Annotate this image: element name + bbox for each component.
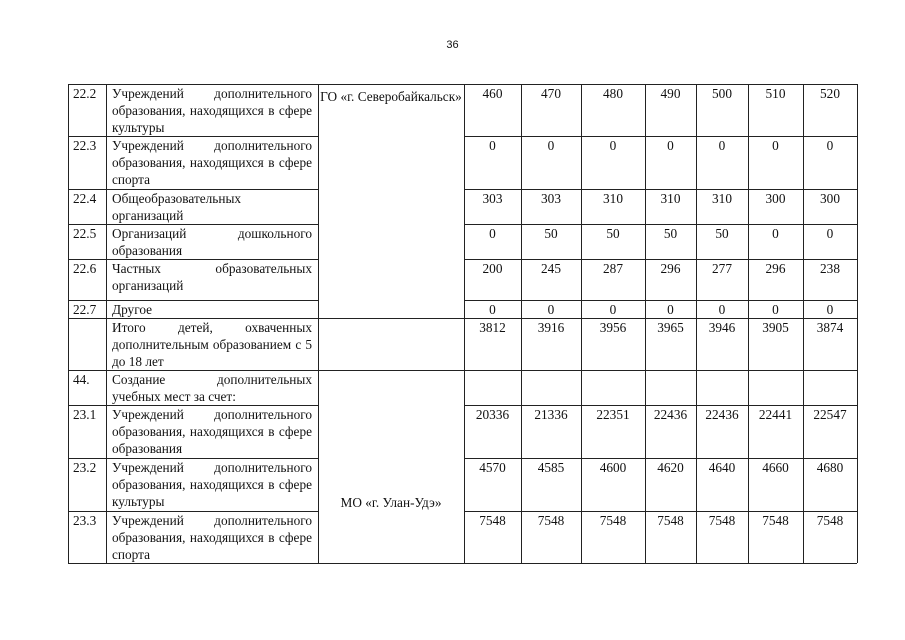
value-cell: 3965: [657, 320, 684, 335]
row-description: Учреждений дополнительного образования, находящихся в сфере образования: [112, 407, 312, 456]
value-cell: 3946: [708, 320, 736, 335]
value-cell: 300: [765, 191, 786, 206]
row-description: Учреждений дополнительного образования, находящихся в сфере спорта: [112, 513, 312, 562]
value-cell: 310: [603, 191, 623, 206]
row-description: Учреждений дополнительного образования, находящихся в сфере культуры: [112, 86, 312, 135]
value-cell: 296: [765, 261, 786, 276]
value-cell: 7548: [657, 513, 684, 528]
value-cell: 238: [820, 261, 840, 276]
value-cell: 310: [660, 191, 681, 206]
row-code: 22.7: [73, 302, 97, 317]
value-cell: 303: [541, 191, 561, 206]
value-cell: [464, 370, 521, 405]
value-cell: 0: [772, 226, 779, 241]
value-cell: 3812: [479, 320, 506, 335]
value-cell: 3916: [537, 320, 565, 335]
value-cell: 7548: [708, 513, 736, 528]
row-description: Другое: [112, 302, 153, 317]
row-description: Создание дополнительных учебных мест за счет:: [112, 372, 312, 404]
value-cell: 22436: [653, 407, 688, 422]
row-description: Общеобразовательных организаций: [112, 191, 242, 223]
value-cell: 22436: [705, 407, 739, 422]
value-cell: 520: [820, 86, 840, 101]
value-cell: 3956: [599, 320, 627, 335]
value-cell: 3905: [762, 320, 789, 335]
value-cell: 0: [489, 302, 496, 317]
value-cell: 510: [765, 86, 786, 101]
value-cell: 4620: [657, 460, 684, 475]
row-code: 22.5: [73, 226, 97, 241]
value-cell: 4680: [816, 460, 844, 475]
value-cell: 0: [547, 302, 555, 317]
value-cell: [521, 370, 581, 405]
row-code: 22.4: [73, 191, 97, 206]
row-code: 23.2: [73, 460, 97, 475]
value-cell: 0: [718, 138, 726, 153]
value-cell: 7548: [762, 513, 789, 528]
value-cell: 300: [820, 191, 840, 206]
row-code: 44.: [73, 372, 90, 387]
value-cell: 287: [603, 261, 623, 276]
value-cell: 7548: [816, 513, 844, 528]
value-cell: 50: [544, 226, 558, 241]
value-cell: 470: [541, 86, 561, 101]
page-number: 36: [446, 39, 459, 51]
value-cell: 0: [489, 226, 496, 241]
value-cell: 4585: [537, 460, 565, 475]
value-cell: 490: [660, 86, 681, 101]
value-cell: 7548: [537, 513, 565, 528]
value-cell: 0: [547, 138, 555, 153]
value-cell: 0: [826, 226, 834, 241]
value-cell: 0: [772, 302, 779, 317]
value-cell: 0: [718, 302, 726, 317]
value-cell: [645, 370, 696, 405]
value-cell: 277: [712, 261, 732, 276]
value-cell: 200: [482, 261, 503, 276]
value-cell: [696, 370, 748, 405]
row-code: 23.1: [73, 407, 97, 422]
value-cell: 0: [489, 138, 496, 153]
value-cell: 50: [715, 226, 729, 241]
value-cell: 4660: [762, 460, 789, 475]
value-cell: 22351: [596, 407, 630, 422]
value-cell: 296: [660, 261, 681, 276]
value-cell: 7548: [599, 513, 627, 528]
value-cell: 310: [712, 191, 732, 206]
value-cell: [581, 370, 645, 405]
value-cell: 0: [667, 302, 674, 317]
value-cell: 0: [826, 138, 834, 153]
value-cell: 50: [606, 226, 620, 241]
value-cell: 0: [609, 138, 617, 153]
value-cell: 245: [541, 261, 561, 276]
value-cell: 0: [667, 138, 674, 153]
value-cell: 7548: [479, 513, 506, 528]
value-cell: 0: [826, 302, 834, 317]
municipality-label: ГО «г. Северобайкальск»: [320, 89, 462, 104]
value-cell: 22547: [813, 407, 847, 422]
value-cell: 20336: [475, 407, 510, 422]
value-cell: 0: [772, 138, 779, 153]
row-code: 22.2: [73, 86, 97, 101]
row-description: Учреждений дополнительного образования, находящихся в сфере спорта: [112, 138, 312, 187]
row-code: 23.3: [73, 513, 97, 528]
value-cell: 4570: [479, 460, 506, 475]
row-description: Итого детей, охваченных дополнительным образованием с 5 до 18 лет: [112, 320, 312, 369]
value-cell: 50: [663, 226, 678, 241]
value-cell: 500: [712, 86, 732, 101]
value-cell: [803, 370, 857, 405]
row-code: 22.3: [73, 138, 97, 153]
value-cell: 22441: [758, 407, 793, 422]
value-cell: 303: [482, 191, 503, 206]
row-description: Частных образовательных организаций: [112, 261, 312, 293]
row-description: Учреждений дополнительного образования, находящихся в сфере культуры: [112, 460, 312, 509]
value-cell: 4600: [599, 460, 627, 475]
row-code: [68, 318, 106, 370]
value-cell: 480: [603, 86, 623, 101]
row-code: 22.6: [73, 261, 97, 276]
row-description: Организаций дошкольного образования: [112, 226, 312, 258]
value-cell: 21336: [534, 407, 568, 422]
value-cell: 4640: [708, 460, 736, 475]
value-cell: [748, 370, 803, 405]
value-cell: 3874: [816, 320, 844, 335]
value-cell: 0: [609, 302, 617, 317]
municipality-label: МО «г. Улан-Удэ»: [340, 495, 442, 510]
value-cell: 460: [482, 86, 503, 101]
